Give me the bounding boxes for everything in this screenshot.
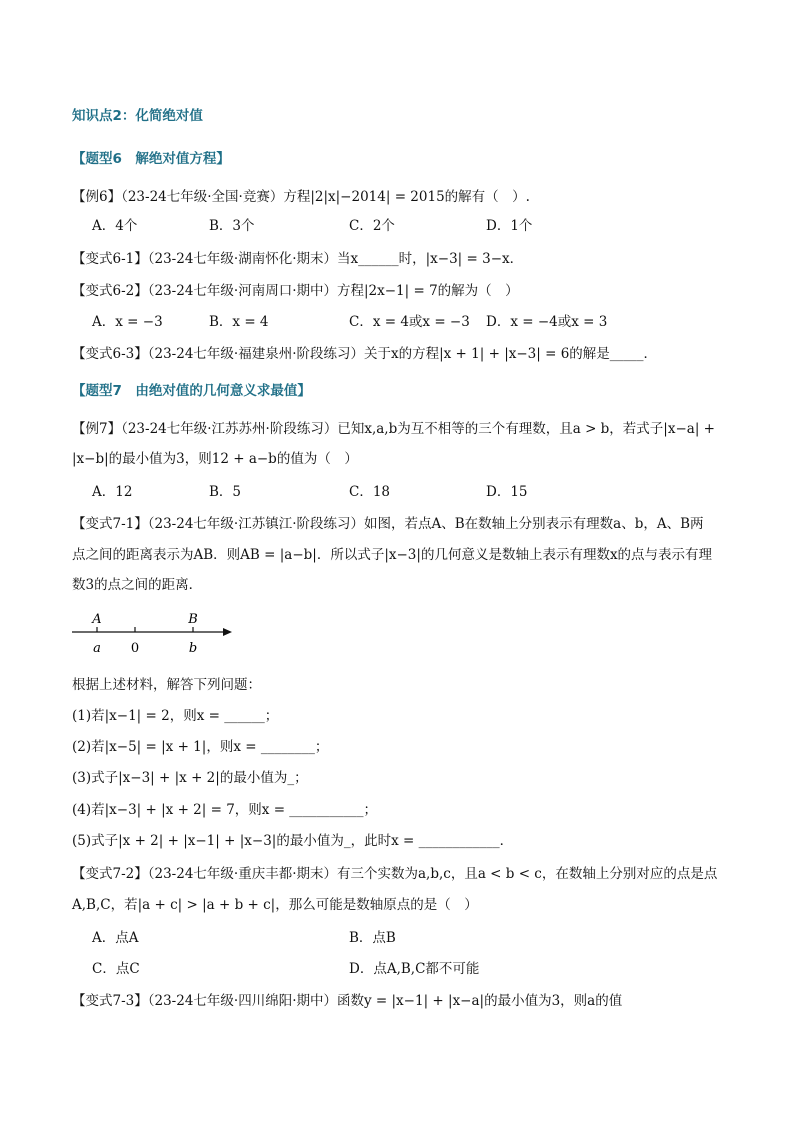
variant72-option-b: B．点B [349, 930, 396, 946]
example7-option-b: B．5 [209, 484, 242, 500]
number-line-arrow [223, 628, 232, 636]
value-label-a: a [93, 641, 101, 656]
variant61-question: 【变式6-1】（23-24七年级·湖南怀化·期末）当x______时，|x−3| = 3−x． [72, 251, 524, 267]
value-label-b: b [188, 641, 198, 656]
variant72-option-a: A．点A [92, 930, 139, 946]
point-label-A: A [92, 612, 102, 627]
variant71-subquestion-2: (2)若|x−5| = |x + 1|，则x = ________； [72, 739, 329, 755]
variant62-option-b: B．x = 4 [209, 314, 269, 330]
example7-question-line2: |x−b|的最小值为3，则12 + a−b的值为（ ） [72, 451, 358, 467]
type6-heading: 【题型6 解绝对值方程】 [72, 151, 230, 167]
number-line-diagram [70, 608, 240, 660]
example6-question: 【例6】（23-24七年级·全国·竞赛）方程|2|x|−2014| = 2015的解有（ ）. [72, 189, 530, 205]
variant71-line1: 【变式7-1】（23-24七年级·江苏镇江·阶段练习）如图，若点A、B在数轴上分别表示有理数a、b，A、B两 [72, 516, 704, 532]
variant72-line2: A,B,C，若|a + c| > |a + b + c|，那么可能是数轴原点的是（ ） [72, 897, 478, 913]
variant63-question: 【变式6-3】（23-24七年级·福建泉州·阶段练习）关于x的方程|x + 1| + |x−3| = 6的解是_____． [72, 346, 658, 362]
example6-option-b: B．3个 [209, 218, 255, 234]
example7-option-a: A．12 [92, 484, 133, 500]
example7-question-line1: 【例7】（23-24七年级·江苏苏州·阶段练习）已知x,a,b为互不相等的三个有理数，且a > b，若式子|x−a| + [72, 421, 715, 437]
variant71-subquestion-3: (3)式子|x−3| + |x + 2|的最小值为_； [72, 770, 308, 786]
variant72-option-d: D．点A,B,C都不可能 [349, 961, 480, 977]
example6-option-a: A．4个 [92, 218, 138, 234]
variant71-intro: 根据上述材料，解答下列问题： [72, 677, 261, 693]
example7-option-d: D．15 [486, 484, 528, 500]
variant71-line2: 点之间的距离表示为AB．则AB = |a−b|．所以式子|x−3|的几何意义是数轴上表示有理数x的点与表示有理 [72, 547, 713, 563]
variant71-line3: 数3的点之间的距离． [72, 577, 203, 593]
example6-option-d: D．1个 [486, 218, 533, 234]
variant71-subquestion-4: (4)若|x−3| + |x + 2| = 7，则x = ___________； [72, 802, 378, 818]
variant62-question: 【变式6-2】（23-24七年级·河南周口·期中）方程|2x−1| = 7的解为（ ） [72, 283, 519, 299]
point-label-B: B [188, 612, 198, 627]
variant72-line1: 【变式7-2】（23-24七年级·重庆丰都·期末）有三个实数为a,b,c，且a < b < c，在数轴上分别对应的点是点 [72, 866, 718, 882]
variant71-subquestion-1: (1)若|x−1| = 2，则x = ______； [72, 708, 279, 724]
variant73-question: 【变式7-3】（23-24七年级·四川绵阳·期中）函数y = |x−1| + |x−a|的最小值为3，则a的值 [72, 993, 623, 1009]
example7-option-c: C．18 [349, 484, 391, 500]
variant71-subquestion-5: (5)式子|x + 2| + |x−1| + |x−3|的最小值为_，此时x = ____________． [72, 833, 514, 849]
knowledge-point-heading: 知识点2：化简绝对值 [72, 108, 203, 124]
variant72-option-c: C．点C [92, 961, 140, 977]
example6-option-c: C．2个 [349, 218, 395, 234]
type7-heading: 【题型7 由绝对值的几何意义求最值】 [72, 383, 311, 399]
variant62-option-a: A．x = −3 [92, 314, 163, 330]
variant62-option-d: D．x = −4或x = 3 [486, 314, 608, 330]
value-label-0: 0 [130, 641, 140, 656]
variant62-option-c: C．x = 4或x = −3 [349, 314, 470, 330]
